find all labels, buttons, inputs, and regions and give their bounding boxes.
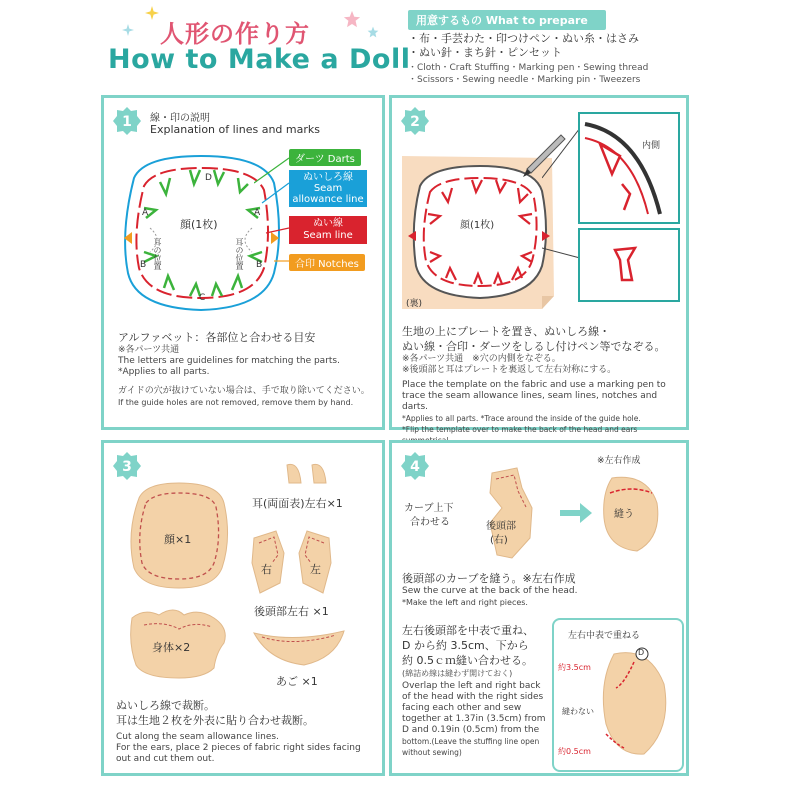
notch-detail bbox=[580, 230, 678, 300]
svg-text:4: 4 bbox=[410, 459, 420, 475]
prepare-title: 用意するもの What to prepare bbox=[408, 10, 606, 30]
notches-tag: 合印 Notches bbox=[289, 254, 365, 271]
step-number-badge bbox=[400, 106, 430, 136]
step2-desc bbox=[402, 324, 684, 446]
svg-text:1: 1 bbox=[122, 114, 132, 130]
letter-a: A bbox=[254, 208, 261, 218]
step4-text-b: of the head with the right sides bbox=[402, 692, 544, 702]
back-head-label-2: (右) bbox=[490, 535, 508, 546]
step-number-badge bbox=[400, 451, 430, 481]
step3-panel bbox=[101, 440, 385, 776]
prepare-en-2: ・Scissors・Sewing needle・Marking pin・Tweezers bbox=[408, 75, 641, 85]
step2-text: trace the seam allowance lines, seam lines, notches and darts. bbox=[402, 391, 658, 412]
step-number-badge bbox=[112, 106, 142, 136]
step2-text: *Applies to all parts. *Trace around the inside of the guide hole. bbox=[402, 414, 641, 423]
curve-label-2: 合わせる bbox=[410, 517, 450, 528]
chin-piece-label: あご ×1 bbox=[276, 675, 318, 688]
seam-allowance-tag bbox=[289, 170, 367, 207]
overlap-piece-diagram bbox=[594, 644, 674, 762]
zoom-inset-top bbox=[578, 112, 680, 224]
inset-d-label: D bbox=[638, 648, 645, 657]
step4-text-b: together at 1.37in (3.5cm) from bbox=[402, 714, 546, 724]
sew-label: 縫う bbox=[614, 509, 634, 520]
seam-line-tag-jp: ぬい線 bbox=[313, 218, 343, 229]
step2-text: ※後頭部と耳はプレートを裏返して左右対称にする。 bbox=[402, 365, 617, 375]
inset-title: 左右中表で重ねる bbox=[568, 631, 641, 641]
star-icon bbox=[343, 10, 361, 28]
letter-b: B bbox=[256, 260, 263, 270]
step1-title-jp: 線・印の説明 bbox=[150, 113, 210, 124]
letter-d: D bbox=[205, 173, 212, 183]
back-head-piece-label: 後頭部左右 ×1 bbox=[254, 605, 329, 618]
step2-text: ※各パーツ共通 ※穴の内側をなぞる。 bbox=[402, 354, 561, 364]
darts-tag: ダーツ Darts bbox=[289, 149, 361, 166]
prepare-jp-1: ・布・手芸わた・印つけペン・ぬい糸・はさみ bbox=[408, 32, 639, 45]
left-right-note: ※左右作成 bbox=[597, 456, 641, 466]
curve-label-1: カーブ上下 bbox=[404, 503, 454, 514]
seam-allowance-tag-en2: allowance line bbox=[292, 194, 364, 205]
step4-desc-b bbox=[402, 623, 562, 758]
letter-c: C bbox=[199, 293, 206, 303]
step1-text: ガイドの穴が抜けていない場合は、手で取り除いてください。 bbox=[118, 386, 370, 396]
inner-side-label: 内側 bbox=[642, 141, 661, 151]
step1-panel bbox=[101, 95, 385, 430]
zoom-lines bbox=[542, 128, 582, 298]
step1-text: ※各パーツ共通 bbox=[118, 345, 180, 355]
inset-05cm-label: 約0.5cm bbox=[558, 747, 591, 756]
step3-text: For the ears, place 2 pieces of fabric right sides facing bbox=[116, 743, 361, 753]
step2-text: Place the template on the fabric and use a marking pen to bbox=[402, 380, 666, 390]
step1-text: アルファベット：各部位と合わせる目安 bbox=[118, 331, 316, 344]
seam-allowance-tag-en1: Seam bbox=[313, 183, 343, 194]
step4-text-b: D から約 3.5cm、下から bbox=[402, 639, 529, 652]
step1-title-en: Explanation of lines and marks bbox=[150, 123, 320, 136]
step3-text: Cut along the seam allowance lines. bbox=[116, 732, 279, 742]
title-jp: 人形の作り方 bbox=[160, 20, 310, 48]
face-piece-label: 顔×1 bbox=[164, 533, 192, 546]
step4-panel bbox=[389, 440, 689, 776]
step2-text: 生地の上にプレートを置き、ぬいしろ線・ bbox=[402, 325, 611, 338]
face-label: 顔(1枚) bbox=[180, 218, 218, 231]
seam-allowance-tag-jp: ぬいしろ線 bbox=[303, 172, 353, 183]
step4-text-b: facing each other and sew bbox=[402, 703, 522, 713]
body-piece-label: 身体×2 bbox=[152, 641, 191, 654]
zoom-inset-bottom bbox=[578, 228, 680, 302]
step4-text-b: (綿詰め線は縫わず開けておく) bbox=[402, 669, 513, 678]
letter-b: B bbox=[140, 260, 147, 270]
step4-text-b: 約 0.5ｃｍ縫い合わせる。 bbox=[402, 654, 533, 667]
step4-text-a: 後頭部のカーブを縫う。※左右作成 bbox=[402, 572, 576, 585]
sparkle-icon bbox=[145, 6, 159, 20]
inside-trace-detail bbox=[580, 114, 678, 222]
overlap-inset bbox=[552, 618, 684, 772]
letter-a: A bbox=[142, 208, 149, 218]
step1-text: If the guide holes are not removed, remove them by hand. bbox=[118, 398, 354, 407]
step2-panel bbox=[389, 95, 689, 434]
back-side-label: (裏) bbox=[406, 299, 423, 309]
step4-text-b: D and 0.19in (0.5cm) from the bbox=[402, 725, 540, 735]
sparkle-icon bbox=[122, 24, 134, 36]
left-piece-label: 左 bbox=[310, 563, 321, 576]
step1-text: *Applies to all parts. bbox=[118, 367, 210, 377]
step2-text: ぬい線・合印・ダーツをしるし付けペン等でなぞる。 bbox=[402, 340, 666, 353]
ear-position-left: 耳の位置 bbox=[153, 238, 162, 270]
prepare-jp-2: ・ぬい針・まち針・ピンセット bbox=[408, 46, 562, 59]
step3-text: 耳は生地２枚を外表に貼り合わせ裁断。 bbox=[116, 714, 314, 727]
step2-text: *Flip the template over to make the back of the head and ears bbox=[402, 425, 638, 434]
ears-piece-label: 耳(両面表)左右×1 bbox=[252, 497, 343, 510]
prepare-en-1: ・Cloth・Craft Stuffing・Marking pen・Sewing thread bbox=[408, 63, 649, 73]
face-label: 顔(1枚) bbox=[460, 220, 495, 231]
ear-position-right: 耳の位置 bbox=[235, 238, 244, 270]
step1-text: The letters are guidelines for matching the parts. bbox=[118, 356, 340, 366]
step3-text: ぬいしろ線で裁断。 bbox=[116, 699, 215, 712]
seam-line-tag bbox=[289, 216, 367, 244]
svg-text:3: 3 bbox=[122, 459, 132, 475]
step4-text-a: Sew the curve at the back of the head. bbox=[402, 586, 578, 596]
step4-text-a: *Make the left and right pieces. bbox=[402, 598, 528, 607]
step4-text-b: Overlap the left and right back bbox=[402, 681, 541, 691]
step4-text-b: without sewing) bbox=[402, 748, 462, 757]
right-piece-label: 右 bbox=[261, 563, 272, 576]
seam-line-tag-en: Seam line bbox=[303, 230, 353, 241]
title-en: How to Make a Doll bbox=[108, 44, 411, 75]
step4-text-b: bottom.(Leave the stuffing line open bbox=[402, 737, 540, 746]
cut-pieces-diagram bbox=[104, 443, 388, 693]
inset-no-sew-label: 縫わない bbox=[562, 707, 594, 716]
inset-35cm-label: 約3.5cm bbox=[558, 663, 591, 672]
step1-desc bbox=[118, 330, 380, 408]
step3-text: out and cut them out. bbox=[116, 754, 215, 764]
step4-text-b: 左右後頭部を中表で重ね、 bbox=[402, 624, 534, 637]
svg-text:2: 2 bbox=[410, 114, 420, 130]
back-head-sew-diagram bbox=[482, 463, 682, 563]
header bbox=[0, 0, 800, 90]
back-head-label-1: 後頭部 bbox=[486, 521, 516, 532]
star-icon bbox=[367, 26, 379, 38]
step3-desc bbox=[116, 698, 380, 765]
step4-desc-a bbox=[402, 571, 682, 608]
